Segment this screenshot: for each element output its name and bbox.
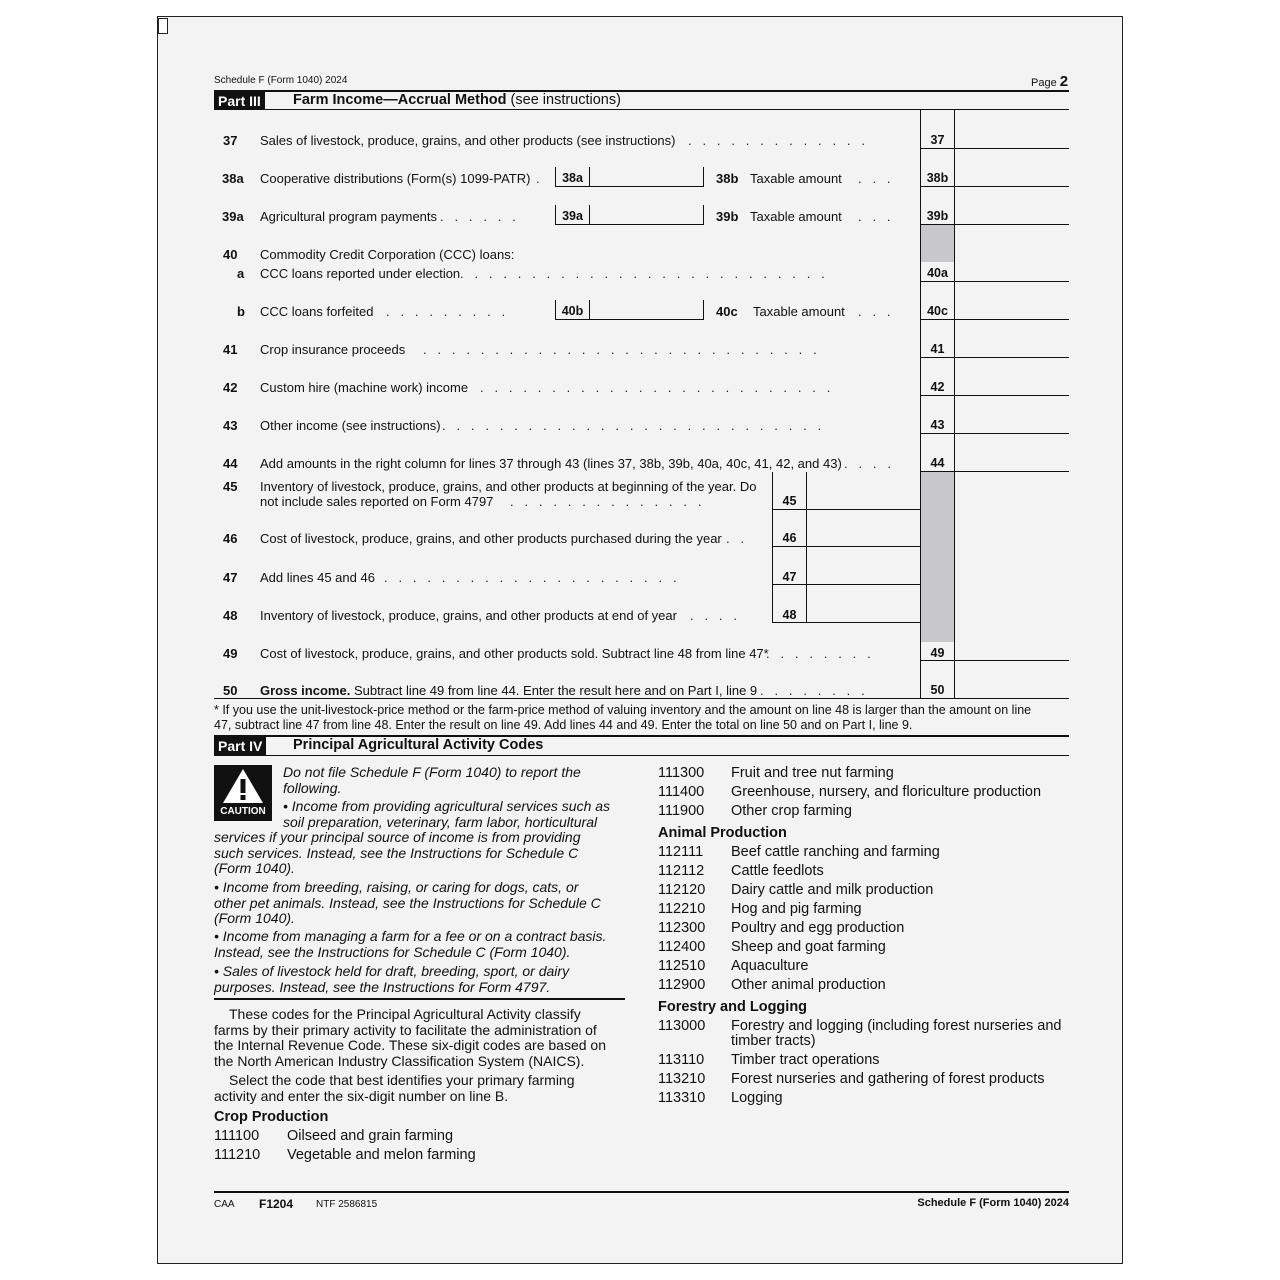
part4-title: Principal Agricultural Activity Codes	[293, 737, 544, 753]
caution-line-4: services if your principal source of income is from providing	[214, 829, 581, 845]
code-number: 112112	[658, 863, 705, 879]
code-number: 111900	[658, 803, 705, 819]
code-description: Dairy cattle and milk production	[731, 882, 934, 898]
line-38b-leader: . . .	[858, 171, 891, 186]
line-49-leader: . . . . . . . .	[766, 646, 871, 661]
code-description: Other crop farming	[731, 803, 852, 819]
line-37-text: Sales of livestock, produce, grains, and other products (see instructions)	[260, 133, 676, 148]
code-number: 111400	[658, 784, 705, 800]
code-description: Other animal production	[731, 977, 886, 993]
right-col-divider-2	[954, 110, 955, 698]
line-38a-amount-input[interactable]	[592, 168, 704, 187]
mid-col-divider-2	[806, 472, 807, 622]
page-number: 2	[1059, 73, 1069, 90]
code-row	[658, 939, 886, 955]
para1-line-0: These codes for the Principal Agricultural Activity classify	[229, 1006, 581, 1022]
line-41-text: Crop insurance proceeds	[260, 342, 406, 357]
code-description: Vegetable and melon farming	[287, 1147, 476, 1163]
code-row	[658, 977, 886, 993]
code-description: Aquaculture	[731, 958, 809, 974]
footer-rule	[214, 1191, 1069, 1193]
line-37-rule	[920, 148, 1069, 149]
line-40a-amount-input[interactable]	[957, 261, 1069, 281]
footer-form-name: Schedule F (Form 1040) 2024	[917, 1197, 1069, 1209]
line-38a-leader: .	[536, 171, 540, 186]
line-39b-leader: . . .	[858, 209, 891, 224]
code-row	[658, 784, 1041, 800]
footnote-line2: 47, subtract line 47 from line 48. Enter the result on line 49. Add lines 44 and 49. Enter the total on line 50 and on Part I, line 9.	[214, 718, 913, 732]
line-38b-box-label: 38b	[926, 171, 949, 185]
caution-bottom-rule	[214, 998, 625, 1000]
line-39b-text: Taxable amount	[750, 209, 842, 224]
part4-badge: Part IV	[214, 737, 266, 755]
code-description: Greenhouse, nursery, and floriculture production	[731, 784, 1042, 800]
shade-lines45-48	[921, 472, 954, 642]
code-row	[658, 901, 862, 917]
line-48-num: 48	[223, 608, 238, 623]
line-47-amount-input[interactable]	[809, 565, 921, 585]
line-50-leader: . . . . . . . .	[760, 683, 865, 698]
code-number: 112300	[658, 920, 706, 936]
line-37-amount-input[interactable]	[957, 128, 1069, 148]
code-description: Fruit and tree nut farming	[731, 765, 894, 781]
caution-line-5: such services. Instead, see the Instructions for Schedule C	[214, 844, 579, 861]
line-50-text: Subtract line 49 from line 44. Enter the result here and on Part I, line 9	[353, 683, 758, 698]
line-37-leader: . . . . . . . . . . . . .	[688, 133, 865, 148]
line-50-box-label: 50	[930, 683, 945, 697]
code-row	[658, 1071, 1045, 1087]
code-description: Beef cattle ranching and farming	[731, 844, 940, 860]
line-40a-rule	[920, 281, 1069, 282]
line-44-text: Add amounts in the right column for lines 37 through 43 (lines 37, 38b, 39b, 40a, 40c, 41, 42, and 43)	[260, 456, 842, 471]
part3-heading	[293, 92, 621, 108]
box-40b-label: 40b	[561, 304, 584, 318]
line-39b-amount-input[interactable]	[957, 204, 1069, 224]
part3-title-suffix: (see instructions)	[510, 92, 621, 108]
caution-line-7: • Income from breeding, raising, or caring for dogs, cats, or	[214, 879, 579, 895]
caution-line-8: other pet animals. Instead, see the Instructions for Schedule C	[214, 894, 601, 911]
caution-line-3: soil preparation, veterinary, farm labor, horticultural	[283, 813, 598, 830]
line-50-rule	[214, 698, 1069, 699]
line-50-num: 50	[223, 683, 238, 698]
line-40a-num: a	[237, 266, 245, 281]
line-44-box-label: 44	[930, 456, 945, 470]
code-number: 111100	[214, 1128, 260, 1144]
line-40b-num: b	[237, 304, 245, 319]
box-39a-divider	[589, 205, 590, 224]
forestry-heading: Forestry and Logging	[658, 999, 808, 1015]
code-description: Oilseed and grain farming	[287, 1128, 454, 1144]
part4-heading-rule	[214, 755, 1069, 756]
form-header-title: Schedule F (Form 1040) 2024	[214, 75, 348, 86]
line-38a-text: Cooperative distributions (Form(s) 1099-PATR)	[260, 171, 531, 186]
line-46-leader: . .	[726, 531, 745, 546]
code-number: 113110	[658, 1052, 705, 1068]
para1-line-1: farms by their primary activity to facilitate the administration of	[214, 1021, 597, 1038]
code-number: 113000	[658, 1018, 706, 1034]
line-40b-text: CCC loans forfeited	[260, 304, 374, 319]
line-49-amount-input[interactable]	[957, 641, 1069, 661]
line-48-amount-input[interactable]	[809, 603, 921, 623]
line-40-text: Commodity Credit Corporation (CCC) loans:	[260, 247, 515, 262]
line-40c-text: Taxable amount	[753, 304, 845, 319]
corner-checkbox[interactable]	[158, 18, 168, 34]
line-42-rule	[920, 395, 1069, 396]
line-39b-rule	[920, 224, 1069, 225]
code-description: Cattle feedlots	[731, 863, 824, 879]
line-41-box-label: 41	[930, 342, 945, 356]
line-39b-num: 39b	[716, 209, 739, 224]
line-39b-box-label: 39b	[926, 209, 949, 223]
code-row	[214, 1128, 453, 1144]
caution-line-0: Do not file Schedule F (Form 1040) to report the	[283, 764, 581, 780]
caution-line-2: • Income from providing agricultural services such as	[283, 798, 611, 814]
line-42-amount-input[interactable]	[957, 375, 1069, 395]
line-50-amount-input[interactable]	[957, 679, 1069, 699]
line-46-rule	[772, 546, 920, 547]
line-49-text: Cost of livestock, produce, grains, and other products sold. Subtract line 48 from line 47*	[260, 646, 769, 661]
box-38a-divider	[589, 167, 590, 186]
line-41-rule	[920, 357, 1069, 358]
caution-line-6: (Form 1040).	[214, 860, 295, 876]
line-39a-leader: . . . . . .	[440, 209, 516, 224]
code-row	[658, 1052, 880, 1068]
line-41-amount-input[interactable]	[957, 337, 1069, 357]
warning-triangle-icon	[214, 765, 272, 805]
para1-line-3: the North American Industry Classification System (NAICS).	[214, 1052, 585, 1069]
line-43-leader: . . . . . . . . . . . . . . . . . . . . . . . . . . .	[442, 418, 822, 433]
part3-badge: Part III	[214, 92, 265, 110]
line-44-leader: . . . .	[844, 456, 891, 471]
code-row	[658, 920, 904, 936]
line-41-leader: . . . . . . . . . . . . . . . . . . . . . . . . . . . .	[423, 342, 817, 357]
box-40b-divider	[589, 300, 590, 319]
line-44-num: 44	[223, 456, 238, 471]
box-38a-label: 38a	[562, 171, 583, 185]
code-description: Forestry and logging (including forest nurseries and	[731, 1018, 1062, 1034]
box-39a-label: 39a	[562, 209, 583, 223]
shade-line40	[921, 225, 954, 262]
line-43-num: 43	[223, 418, 238, 433]
code-number: 112400	[658, 939, 706, 955]
line-48-rule	[772, 622, 920, 623]
line-40b-leader: . . . . . . . . .	[386, 304, 506, 319]
line-42-text: Custom hire (machine work) income	[260, 380, 469, 395]
caution-line-13: purposes. Instead, see the Instructions for Form 4797.	[214, 978, 551, 995]
caution-label: CAUTION	[220, 806, 266, 817]
line-49-num: 49	[223, 646, 238, 661]
line-39a-num: 39a	[222, 209, 244, 224]
para2-line-1: activity and enter the six-digit number on line B.	[214, 1087, 509, 1104]
line-48-leader: . . . .	[690, 608, 737, 623]
code-number: 112900	[658, 977, 706, 993]
caution-line-11: Instead, see the Instructions for Schedule C (Form 1040).	[214, 943, 571, 960]
line-46-text: Cost of livestock, produce, grains, and other products purchased during the year	[260, 531, 722, 546]
line-40c-num: 40c	[716, 304, 738, 319]
line-50-text-bold: Gross income.	[260, 683, 351, 698]
line-42-leader: . . . . . . . . . . . . . . . . . . . . . . . . .	[480, 380, 831, 395]
line-40c-leader: . . .	[858, 304, 891, 319]
para2-line-0: Select the code that best identifies your primary farming	[229, 1072, 575, 1088]
footer-form-code: F1204	[259, 1197, 294, 1211]
line-41-num: 41	[223, 342, 238, 357]
code-number: 112120	[658, 882, 706, 898]
code-number: 112510	[658, 958, 706, 974]
line-45-text2: not include sales reported on Form 4797	[260, 494, 494, 509]
line-42-box-label: 42	[930, 380, 945, 394]
code-row	[658, 844, 940, 860]
line-44-rule	[920, 471, 1069, 472]
line-45-text1: Inventory of livestock, produce, grains, and other products at beginning of the year. Do	[260, 479, 757, 494]
crop-production-heading: Crop Production	[214, 1109, 329, 1125]
line-43-box-label: 43	[930, 418, 945, 432]
line-38b-num: 38b	[716, 171, 739, 186]
line-46-amount-input[interactable]	[809, 526, 921, 546]
line-40c-box-label: 40c	[927, 304, 948, 318]
line-37-num: 37	[223, 133, 238, 148]
code-row	[658, 863, 824, 879]
caution-line-9: (Form 1040).	[214, 910, 295, 926]
line-46-box-label: 46	[782, 531, 797, 545]
part3-heading-rule	[214, 109, 1069, 110]
line-40c-rule	[920, 319, 1069, 320]
line-37-box-label: 37	[930, 133, 945, 147]
line-42-num: 42	[223, 380, 238, 395]
code-number: 112111	[658, 844, 704, 860]
line-38b-amount-input[interactable]	[957, 166, 1069, 186]
line-50-text-wrap	[260, 683, 757, 698]
line-43-amount-input[interactable]	[957, 413, 1069, 433]
para1-line-2: the Internal Revenue Code. These six-digit codes are based on	[214, 1037, 606, 1053]
code-row	[658, 958, 808, 974]
code-row	[658, 1090, 783, 1106]
code-row	[658, 882, 933, 898]
page-indicator	[1031, 73, 1068, 90]
part3-title: Farm Income—Accrual Method	[293, 92, 507, 108]
line-45-amount-input[interactable]	[809, 489, 921, 509]
line-43-rule	[920, 433, 1069, 434]
line-47-text: Add lines 45 and 46	[260, 570, 375, 585]
line-46-num: 46	[223, 531, 238, 546]
code-row	[658, 1018, 1061, 1034]
line-40a-text: CCC loans reported under election	[260, 266, 461, 281]
line-38b-rule	[920, 186, 1069, 187]
line-45-num: 45	[223, 479, 238, 494]
line-45-box-label: 45	[782, 494, 797, 508]
line-45-rule	[772, 509, 920, 510]
line-40a-leader: . . . . . . . . . . . . . . . . . . . . . . . . . .	[460, 266, 825, 281]
code-row	[658, 803, 852, 819]
line-38a-num: 38a	[222, 171, 244, 186]
line-47-leader: . . . . . . . . . . . . . . . . . . . . .	[384, 570, 677, 585]
line-47-num: 47	[223, 570, 238, 585]
code-description: Logging	[731, 1090, 783, 1106]
line-44-amount-input[interactable]	[957, 451, 1069, 471]
line-39a-amount-input[interactable]	[592, 206, 704, 225]
animal-production-heading: Animal Production	[658, 825, 787, 841]
code-number: 111300	[658, 765, 705, 781]
line-39a-text: Agricultural program payments	[260, 209, 438, 224]
footer-ntf: NTF 2586815	[316, 1199, 378, 1210]
code-row	[658, 765, 894, 781]
code-number: 113210	[658, 1071, 706, 1087]
code-number: 112210	[658, 901, 706, 917]
caution-line-10: • Income from managing a farm for a fee or on a contract basis.	[214, 928, 607, 944]
line-40a-box-label: 40a	[927, 266, 948, 280]
caution-icon	[214, 765, 272, 821]
line-48-box-label: 48	[782, 608, 797, 622]
code-row	[214, 1147, 476, 1163]
line-45-leader: . . . . . . . . . . . . . .	[510, 494, 702, 509]
caution-line-12: • Sales of livestock held for draft, breeding, sport, or dairy	[214, 963, 570, 979]
line-49-box-label: 49	[930, 646, 945, 660]
footnote-line1: * If you use the unit-livestock-price method or the farm-price method of valuing inventory and the amount on line 48 is larger than the amount on line	[214, 703, 1032, 717]
code-number: 113310	[658, 1090, 706, 1106]
caution-line-1: following.	[283, 779, 342, 796]
page-label: Page	[1031, 77, 1057, 89]
code-description: Sheep and goat farming	[731, 939, 886, 955]
code-description: Hog and pig farming	[731, 901, 862, 917]
line-48-text: Inventory of livestock, produce, grains, and other products at end of year	[260, 608, 677, 623]
line-47-rule	[772, 584, 920, 585]
footer-caa: CAA	[214, 1199, 235, 1210]
code-description: Forest nurseries and gathering of forest products	[731, 1071, 1045, 1087]
line-40c-amount-input[interactable]	[957, 299, 1069, 319]
code-number: 111210	[214, 1147, 261, 1163]
code-description: Poultry and egg production	[731, 920, 905, 936]
line-43-text: Other income (see instructions)	[260, 418, 441, 433]
line-40b-amount-input[interactable]	[592, 301, 704, 320]
line-47-box-label: 47	[782, 570, 797, 584]
line-38b-text: Taxable amount	[750, 171, 842, 186]
code-description: Timber tract operations	[731, 1052, 880, 1068]
line-49-rule	[920, 660, 1069, 661]
line-40-num: 40	[223, 247, 238, 262]
code-description-cont: timber tracts)	[731, 1033, 816, 1049]
